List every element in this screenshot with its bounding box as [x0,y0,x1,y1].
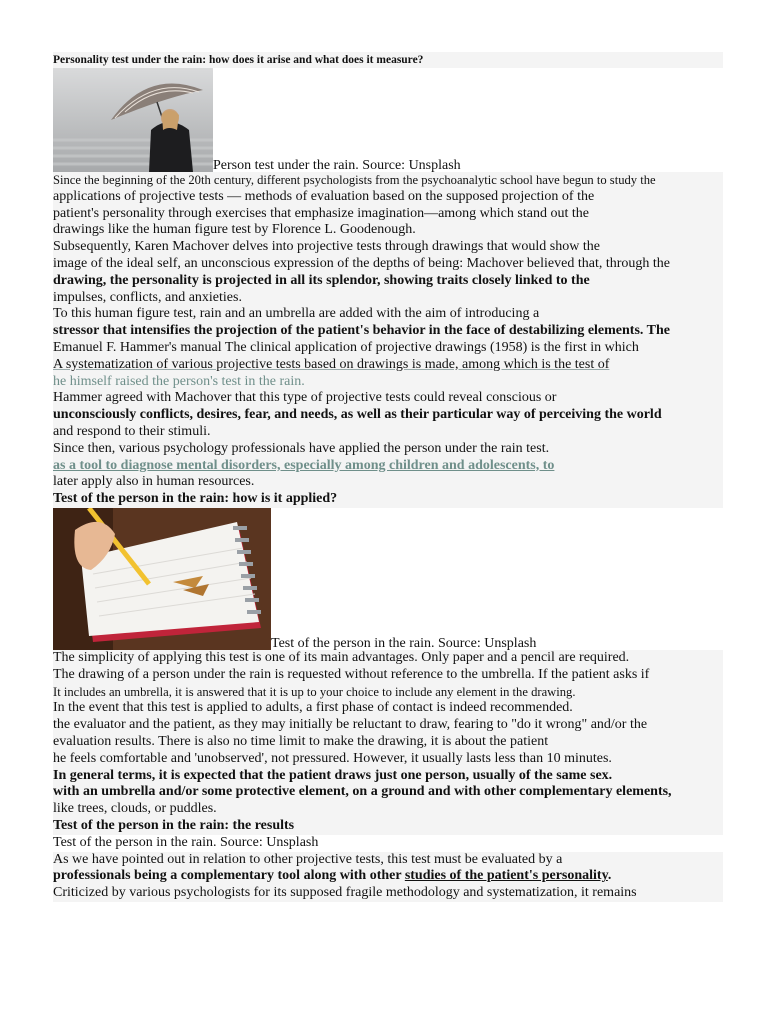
article-title: Personality test under the rain: how does it arise and what does it measure? [53,52,723,68]
paragraph-line: applications of projective tests — methods of evaluation based on the supposed projection of the [53,188,595,204]
paragraph-line: and respond to their stimuli. [53,423,211,439]
paragraph-line: he feels comfortable and 'unobserved', not pressured. However, it usually lasts less than 10 minutes. [53,750,612,766]
paragraph-line: It includes an umbrella, it is answered that it is up to your choice to include any element in the drawing. [53,684,576,699]
paragraph-line: Since then, various psychology professionals have applied the person under the rain test. [53,440,550,456]
pencil-notebook-photo [53,508,271,650]
figure-results-caption: Test of the person in the rain. Source: Unsplash [53,834,319,850]
figure-umbrella [53,68,723,172]
section-heading: Test of the person in the rain: how is it applied? [53,491,338,507]
article [53,52,723,902]
section-heading: Test of the person in the rain: the results [53,817,295,833]
paragraph-line: image of the ideal self, an unconscious expression of the depths of being: Machover believed that, through the [53,255,670,271]
paragraph-line-bold: In general terms, it is expected that the patient draws just one person, usually of the same sex. [53,767,613,783]
paragraph-line: evaluation results. There is also no time limit to make the drawing, it is about the patient [53,733,549,749]
figure-pencil-caption: Test of the person in the rain. Source: Unsplash [271,635,537,651]
section-application [53,650,723,835]
paragraph-line-bold: with an umbrella and/or some protective element, on a ground and with other complementary elements, [53,784,672,800]
figure-pencil [53,508,723,650]
paragraph-line: impulses, conflicts, and anxieties. [53,289,242,305]
paragraph-line: patient's personality through exercises that emphasize imagination—among which stand out the [53,205,589,221]
paragraph-line-bold: drawing, the personality is projected in all its splendor, showing traits closely linked to the [53,272,590,288]
figure-umbrella-caption: Person test under the rain. Source: Unsplash [213,158,461,173]
paragraph-line: The drawing of a person under the rain is requested without reference to the umbrella. If the patient asks if [53,666,650,682]
paragraph-line: To this human figure test, rain and an umbrella are added with the aim of introducing a [53,306,540,322]
paragraph-line: later apply also in human resources. [53,474,255,490]
paragraph-line: the evaluator and the patient, as they may initially be reluctant to draw, fearing to "do it wrong" and/or the [53,717,648,733]
personality-studies-link[interactable]: studies of the patient's personality [404,868,608,884]
paragraph-line: drawings like the human figure test by Florence L. Goodenough. [53,222,416,238]
paragraph-line: like trees, clouds, or puddles. [53,801,217,817]
paragraph-line-link[interactable]: he himself raised the person's test in the rain. [53,373,305,389]
paragraph-line: In the event that this test is applied to adults, a first phase of contact is indeed recommended. [53,700,573,716]
section-results [53,852,723,902]
paragraph-line: Hammer agreed with Machover that this type of projective tests could reveal conscious or [53,390,557,406]
paragraph-line-bold: stressor that intensifies the projection of the patient's behavior in the face of destabilizing elements. The [53,323,670,339]
paragraph-text: professionals being a complementary tool along with other [53,868,405,884]
paragraph-line-bold: unconsciously conflicts, desires, fear, and needs, as well as their particular way of perceiving the world [53,407,662,423]
paragraph-text: . [607,868,612,884]
umbrella-photo [53,68,213,172]
paragraph-line: Criticized by various psychologists for its supposed fragile methodology and systematization, it remains [53,885,637,901]
paragraph-line: Subsequently, Karen Machover delves into projective tests through drawings that would show the [53,239,600,255]
diagnose-link[interactable]: as a tool to diagnose mental disorders, especially among children and adolescents, to [53,457,555,473]
paragraph-line: Emanuel F. Hammer's manual The clinical application of projective drawings (1958) is the first in which [53,339,639,355]
paragraph-line: The simplicity of applying this test is one of its main advantages. Only paper and a pencil are required. [53,649,630,665]
paragraph-line: A systematization of various projective tests based on drawings is made, among which is the test of [53,356,610,372]
paragraph-line-bold [53,868,723,885]
section-intro [53,172,723,508]
paragraph-line: Since the beginning of the 20th century, different psychologists from the psychoanalytic school have begun to study the [53,173,656,187]
paragraph-line: As we have pointed out in relation to other projective tests, this test must be evaluated by a [53,851,563,867]
